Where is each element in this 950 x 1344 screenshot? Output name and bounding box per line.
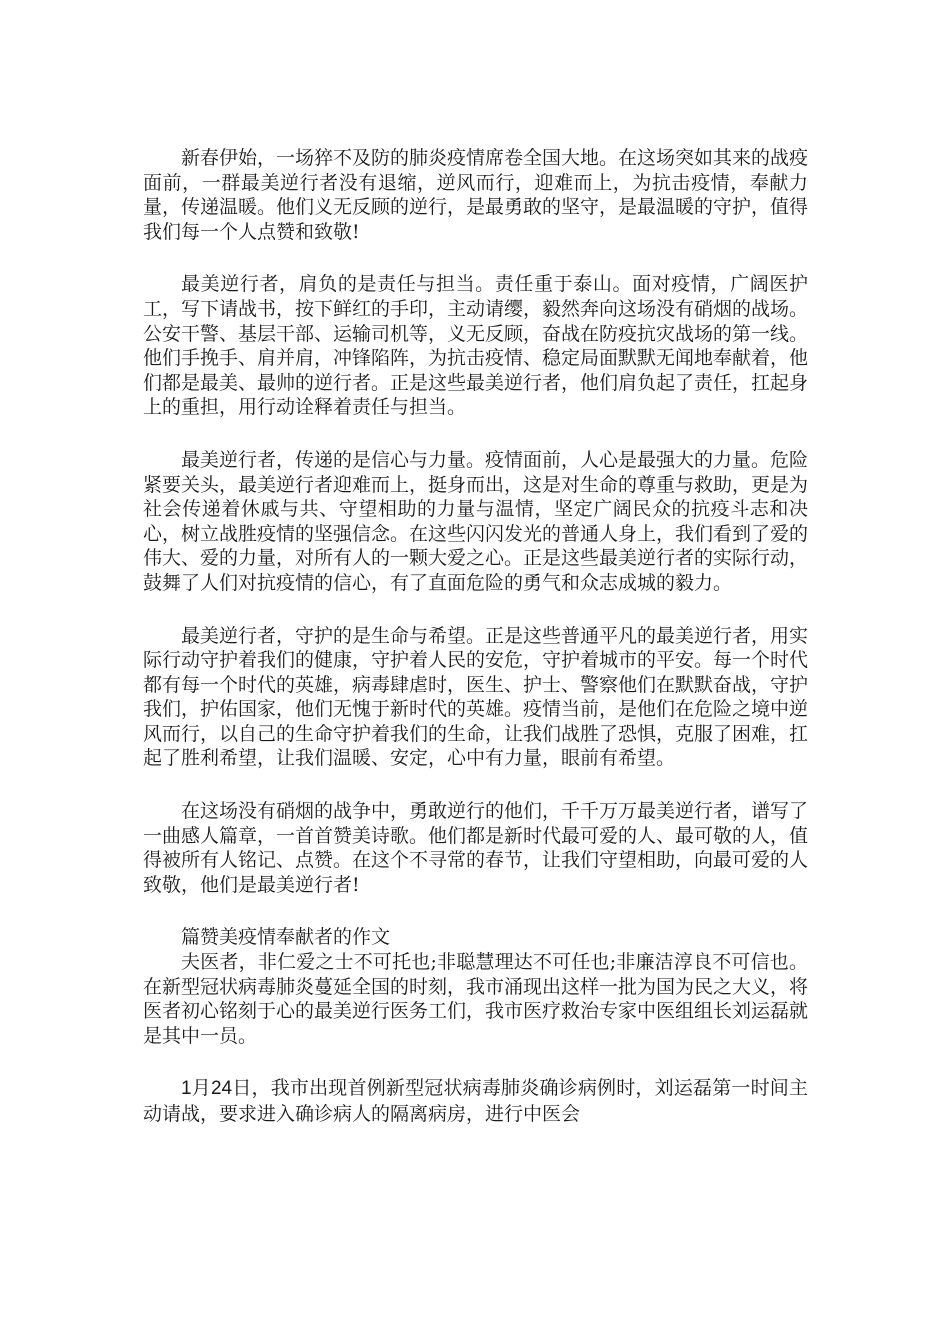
paragraph-5: 在这场没有硝烟的战争中，勇敢逆行的他们，千千万万最美逆行者，谱写了一曲感人篇章，一首首赞美诗歌。他们都是新时代最可爱的人、最可敬的人，值得被所有人铭记、点赞。在这个不寻常的春节，让我们守望相助，向最可爱的人致敬，他们是最美逆行者! — [143, 800, 809, 896]
month-unit: 月 — [191, 1077, 211, 1100]
paragraph-4: 最美逆行者，守护的是生命与希望。正是这些普通平凡的最美逆行者，用实际行动守护着我们的健康，守护着人民的安危，守护着城市的平安。每一个时代都有每一个时代的英雄，病毒肆虐时，医生、护士、警察他们在默默奋战，守护我们，护佑国家，他们无愧于新时代的英雄。疫情当前，是他们在危险之境中逆风而行，以自己的生命守护着我们的生命，让我们战胜了恐惧，克服了困难，扛起了胜利希望，让我们温暖、安定，心中有力量，眼前有希望。 — [143, 624, 809, 770]
paragraph-6: 夫医者，非仁爱之士不可托也;非聪慧理达不可任也;非廉洁淳良不可信也。在新型冠状病毒肺炎蔓延全国的时刻，我市涌现出这样一批为国为民之大义，将医者初心铭刻于心的最美逆行医务工们，我市医疗救治专家中医组组长刘运磊就是其中一员。 — [143, 951, 809, 1047]
day-number: 24 — [210, 1078, 233, 1100]
paragraph-7-text: 日，我市出现首例新型冠状病毒肺炎确诊病例时，刘运磊第一时间主动请战，要求进入确诊病人的隔离病房，进行中医会 — [143, 1077, 808, 1125]
section-subtitle: 篇赞美疫情奉献者的作文 — [181, 926, 391, 949]
paragraph-7 — [143, 1076, 808, 1126]
paragraph-2: 最美逆行者，肩负的是责任与担当。责任重于泰山。面对疫情，广阔医护工，写下请战书，按下鲜红的手印，主动请缨，毅然奔向这场没有硝烟的战场。公安干警、基层干部、运输司机等，义无反顾，奋战在防疫抗灾战场的第一线。他们手挽手、肩并肩，冲锋陷阵，为抗击疫情、稳定局面默默无闻地奉献着，他们都是最美、最帅的逆行者。正是这些最美逆行者，他们肩负起了责任，扛起身上的重担，用行动诠释着责任与担当。 — [143, 273, 809, 419]
paragraph-3: 最美逆行者，传递的是信心与力量。疫情面前，人心是最强大的力量。危险紧要关头，最美逆行者迎难而上，挺身而出，这是对生命的尊重与救助，更是为社会传递着休戚与共、守望相助的力量与温情，坚定广阔民众的抗疫斗志和决心，树立战胜疫情的坚强信念。在这些闪闪发光的普通人身上，我们看到了爱的伟大、爱的力量，对所有人的一颗大爱之心。正是这些最美逆行者的实际行动，鼓舞了人们对抗疫情的信心，有了直面危险的勇气和众志成城的毅力。 — [143, 448, 809, 594]
paragraph-1: 新春伊始，一场猝不及防的肺炎疫情席卷全国大地。在这场突如其来的战疫面前，一群最美逆行者没有退缩，逆风而行，迎难而上，为抗击疫情，奉献力量，传递温暖。他们义无反顾的逆行，是最勇敢的坚守，是最温暖的守护，值得我们每一个人点赞和致敬! — [143, 147, 809, 243]
month-number: 1 — [181, 1078, 192, 1100]
document-body — [143, 146, 808, 1127]
